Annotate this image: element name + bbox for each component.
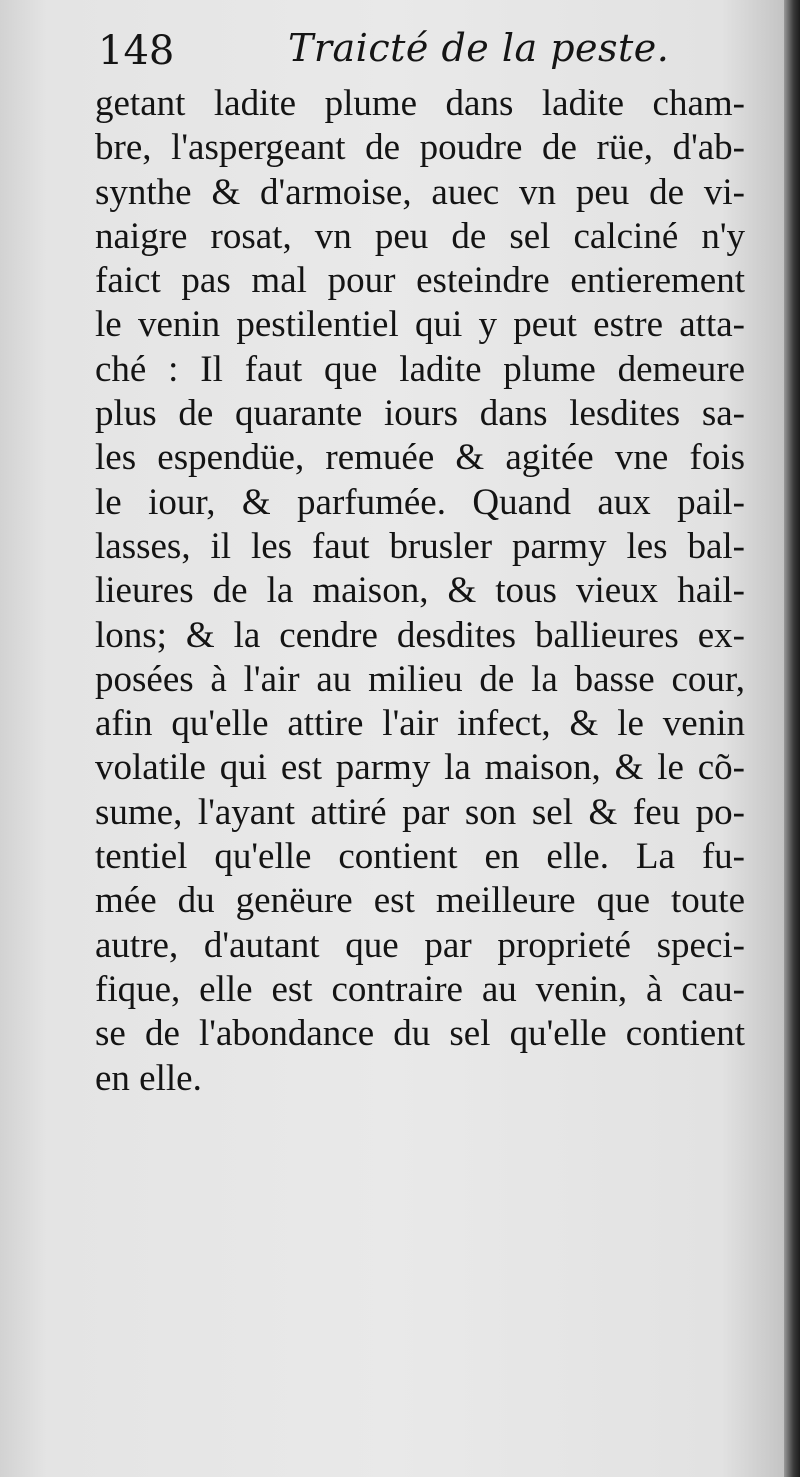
body-text	[95, 82, 745, 1101]
text-line: posées à l'air au milieu de la basse cour,	[95, 658, 745, 700]
page-edge-shadow	[784, 0, 800, 1477]
text-line: synthe & d'armoise, auec vn peu de vi-	[95, 171, 745, 213]
text-line: faict pas mal pour esteindre entierement	[95, 260, 745, 302]
text-line: getant ladite plume dans ladite cham-	[95, 83, 745, 124]
text-line: afin qu'elle attire l'air infect, & le venin	[95, 703, 745, 745]
running-title: Traicté de la peste.	[288, 26, 670, 70]
text-line: naigre rosat, vn peu de sel calciné n'y	[95, 215, 745, 257]
text-line: le venin pestilentiel qui y peut estre atta-	[95, 304, 745, 346]
text-line: les espendüe, remuée & agitée vne fois	[95, 437, 745, 479]
text-line: lasses, il les faut brusler parmy les bal-	[95, 525, 745, 567]
text-line: mée du genëure est meilleure que toute	[95, 880, 745, 922]
text-line: plus de quarante iours dans lesdites sa-	[95, 393, 745, 435]
text-line: ché : Il faut que ladite plume demeure	[95, 348, 745, 390]
page-number: 148	[98, 28, 175, 74]
page-header	[98, 20, 738, 80]
text-line: sume, l'ayant attiré par son sel & feu po-	[95, 791, 745, 833]
text-line: fique, elle est contraire au venin, à cau-	[95, 968, 745, 1010]
text-line-last: en elle.	[95, 1057, 202, 1099]
text-line: se de l'abondance du sel qu'elle contient	[95, 1013, 745, 1055]
text-line: bre, l'aspergeant de poudre de rüe, d'ab-	[95, 127, 745, 169]
text-line: le iour, & parfumée. Quand aux pail-	[95, 481, 745, 523]
text-line: lieures de la maison, & tous vieux hail-	[95, 570, 745, 612]
text-line: lons; & la cendre desdites ballieures ex-	[95, 614, 745, 656]
text-line: autre, d'autant que par proprieté speci-	[95, 924, 745, 966]
text-line: volatile qui est parmy la maison, & le cõ-	[95, 747, 745, 789]
text-line: tentiel qu'elle contient en elle. La fu-	[95, 836, 745, 878]
